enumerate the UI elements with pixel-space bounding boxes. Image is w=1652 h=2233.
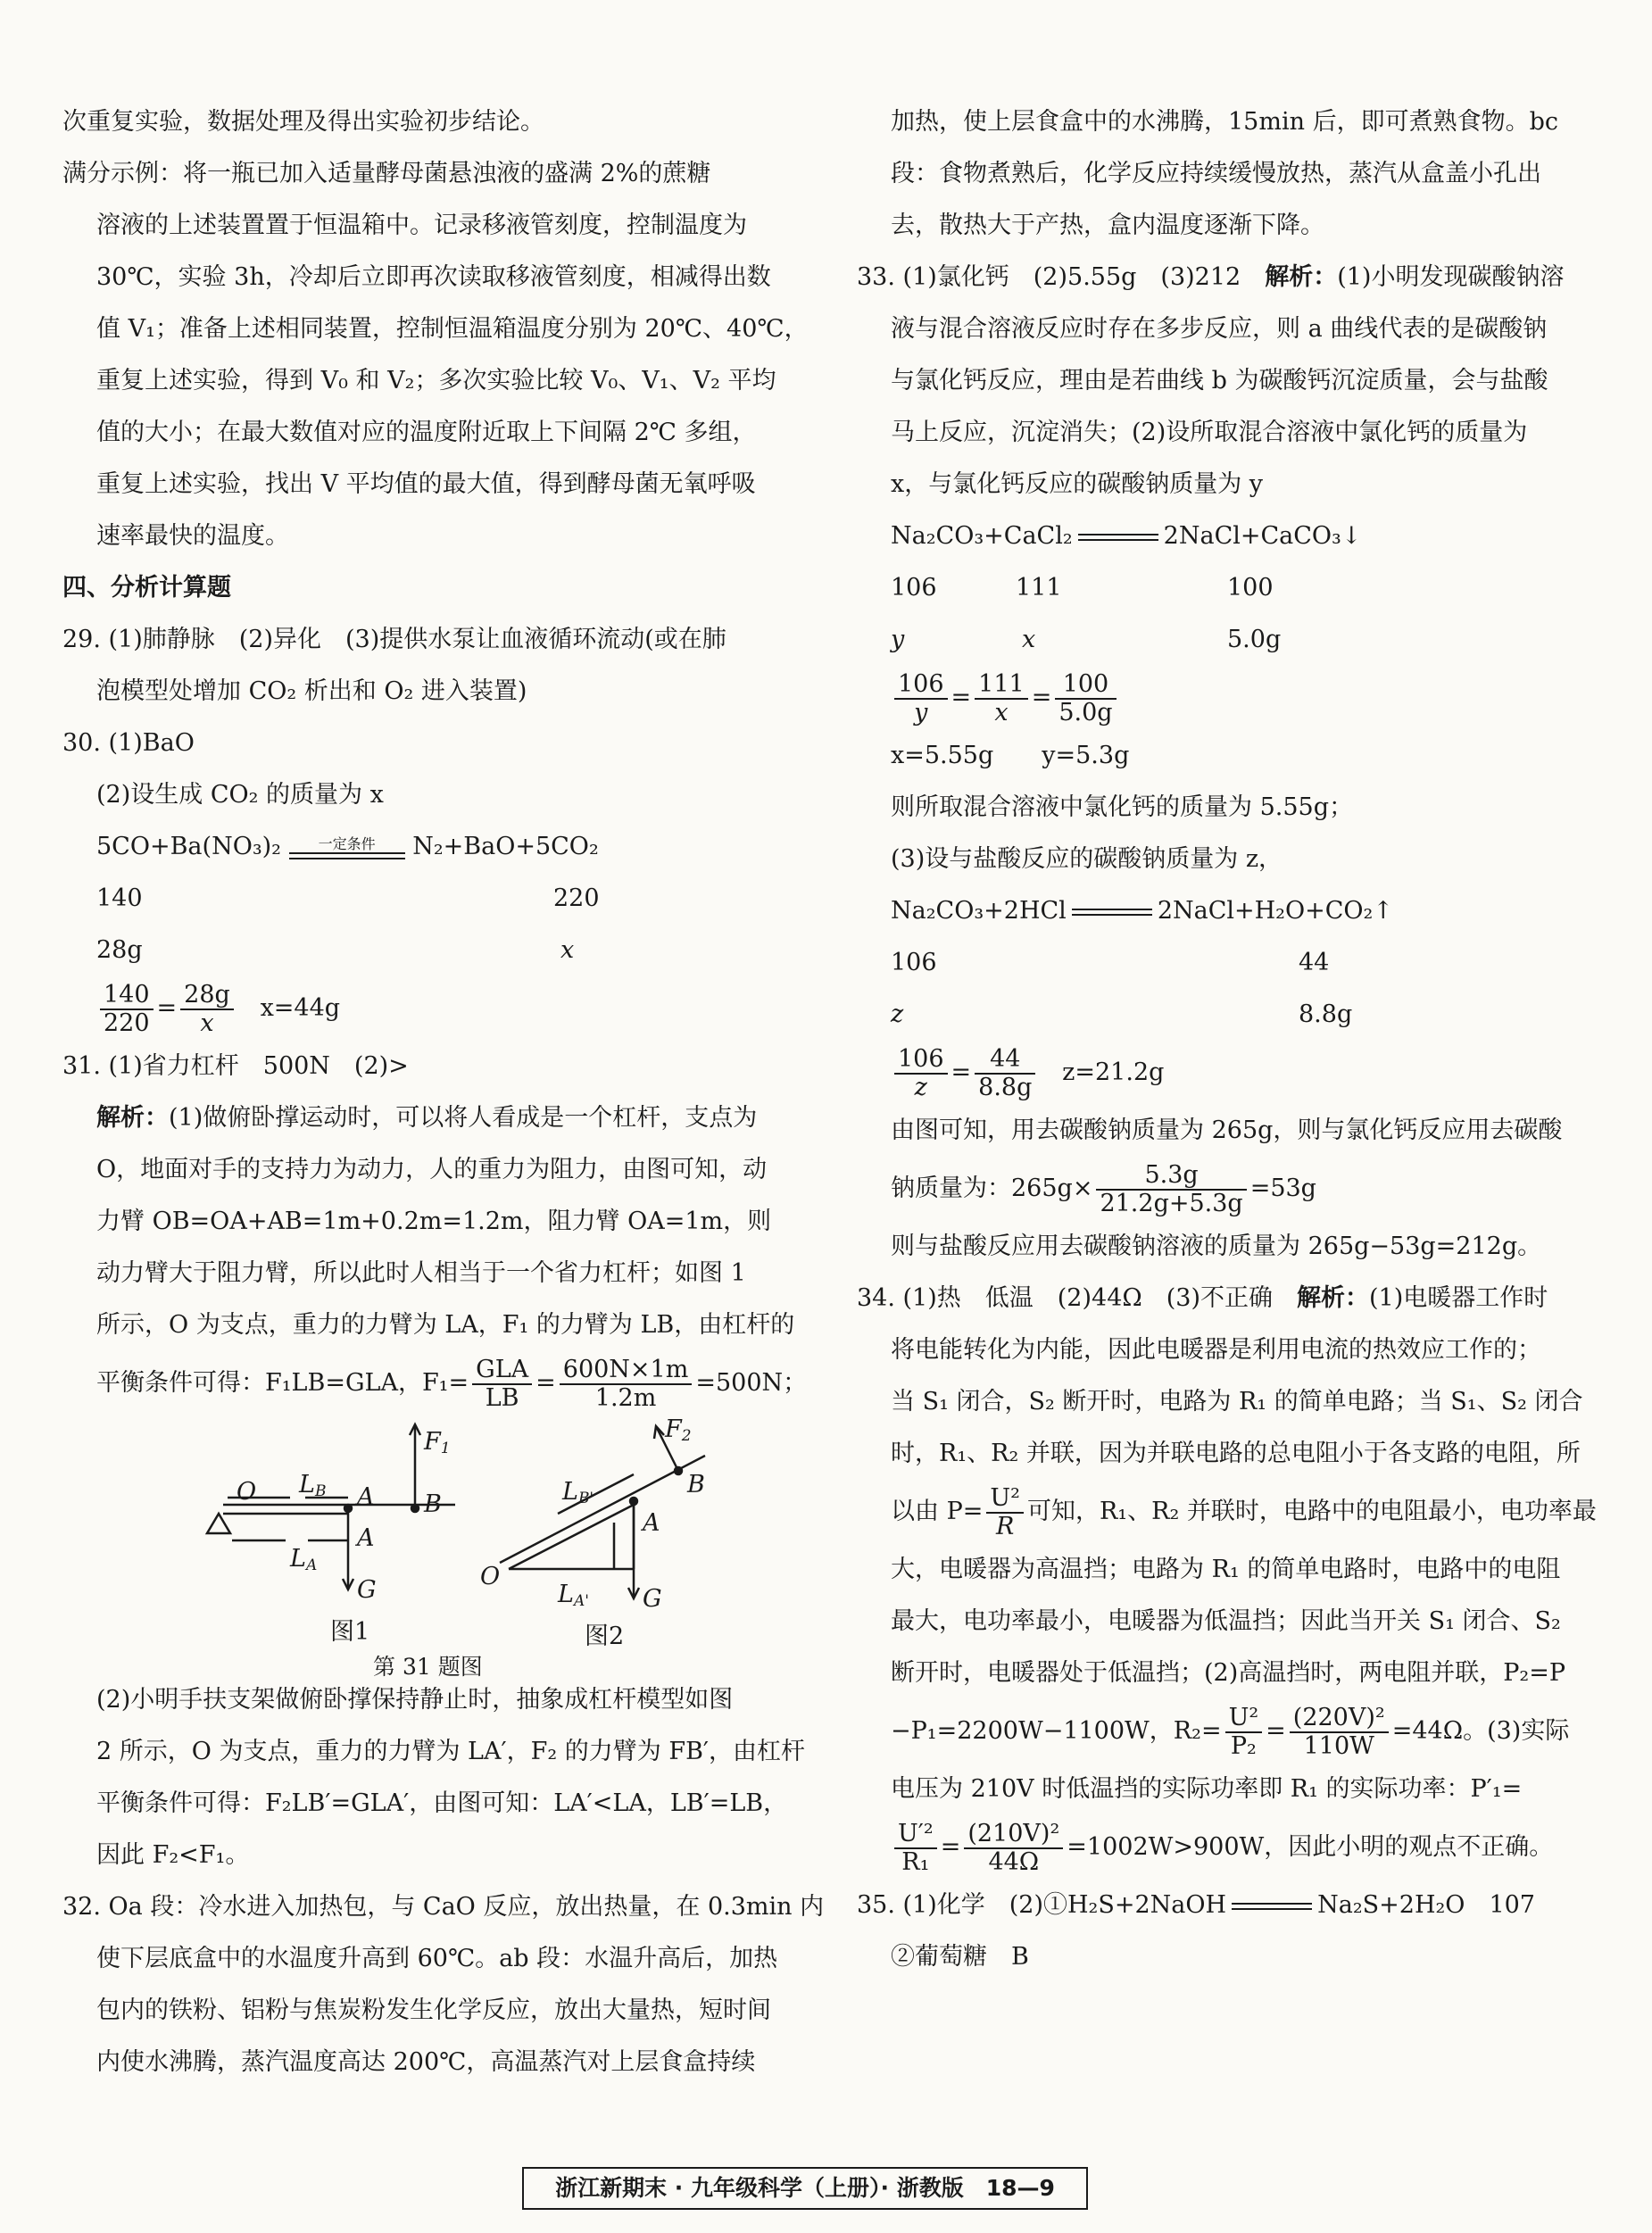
answer-31: 31. (1)省力杠杆 500N (2)> (62, 1052, 409, 1080)
text-line: 加热，使上层食盒中的水沸腾，15min 后，即可煮熟食物。bc (891, 108, 1558, 136)
fraction-line: $\frac{140}{220}$ = $\frac{28g}{x}$ x=44g (62, 976, 794, 1041)
text-line: (2)小明手扶支架做俯卧撑保持静止时，抽象成杠杆模型如图 (96, 1686, 734, 1714)
fraction-line: $\frac{106}{z}$ = $\frac{44}{8.8g}$ z=21.2g (857, 1041, 1590, 1105)
answer-30: 30. (1)BaO (62, 729, 195, 757)
text-line: 所示，O 为支点，重力的力臂为 LA，F₁ 的力臂为 LB，由杠杆的 (96, 1311, 795, 1339)
fulcrum-icon (207, 1514, 230, 1533)
text-line: 包内的铁粉、铝粉与焦炭粉发生化学反应，放出大量热，短时间 (96, 1996, 771, 2024)
text-line: 内使水沸腾，蒸汽温度高达 200℃，高温蒸汽对上层食盒持续 (96, 2048, 756, 2076)
text-line: 断开时，电暖器处于低温挡；(2)高温挡时，两电阻并联，P₂=P (891, 1659, 1566, 1687)
text-line: 溶液的上述装置置于恒温箱中。记录移液管刻度，控制温度为 (96, 212, 747, 239)
reaction-condition: 一定条件 (289, 836, 405, 859)
left-column (62, 96, 825, 2088)
equation-33-1: Na₂CO₃+CaCl₂ 2NaCl+CaCO₃↓ (891, 522, 1362, 550)
text-line: 动力臂大于阻力臂，所以此时人相当于一个省力杠杆；如图 1 (96, 1259, 746, 1287)
figure-caption: 第 31 题图 (373, 1654, 483, 1680)
text-line: 重复上述实验，找出 V 平均值的最大值，得到酵母菌无氧呼吸 (96, 470, 756, 498)
text-line: ②葡萄糖 B (891, 1943, 1029, 1971)
text-line: 最大，电功率最小，电暖器为低温挡；因此当开关 S₁ 闭合、S₂ (891, 1607, 1561, 1635)
fraction-line: $\frac{\text{U′²}}{\text{R₁}}$ = $\frac{\text{(210V)²}}{44\Omega}$ =1002W>900W，因此小明的观点不正确。 (857, 1815, 1590, 1880)
answer-33: 33. (1)氯化钙 (2)5.55g (3)212 解析：(1)小明发现碳酸钠溶 (857, 263, 1565, 291)
text-line: 因此 F₂<F₁。 (96, 1841, 250, 1869)
text-line: 力臂 OB=OA+AB=1m+0.2m=1.2m，阻力臂 OA=1m，则 (96, 1208, 772, 1235)
fraction-line: 以由 P= $\frac{\text{U²}}{R}$ 可知，R₁、R₂ 并联时，电路中的电阻最小，电功率最 (891, 1483, 1597, 1540)
text-line: 则与盐酸反应用去碳酸钠溶液的质量为 265g−53g=212g。 (891, 1233, 1542, 1260)
lever-figure: O $L_B$ A A B $F_1$ $L_A$ G 图1 O $L_{B'}$ A B $F_2$ $L_{A'}$ G 图2 第 31 题图 (62, 1415, 794, 1674)
text-line: x=5.55g y=5.3g (891, 742, 1130, 769)
text-line: 满分示例：将一瓶已加入适量酵母菌悬浊液的盛满 2%的蔗糖 (62, 160, 711, 187)
text-line: O，地面对手的支持力为动力，人的重力为阻力，由图可知，动 (96, 1156, 768, 1183)
text-line: 使下层底盒中的水温度升高到 60℃。ab 段：水温升高后，加热 (96, 1945, 778, 1972)
text-line: 去，散热大于产热，盒内温度逐渐下降。 (891, 212, 1324, 239)
stoich-row: 140 220 (96, 884, 600, 912)
equation-33-2: Na₂CO₃+2HCl 2NaCl+H₂O+CO₂↑ (891, 897, 1393, 925)
stoich-row: z 8.8g (891, 1000, 1353, 1028)
text-line: 由图可知，用去碳酸钠质量为 265g，则与氯化钙反应用去碳酸 (891, 1116, 1563, 1144)
fig2-label: 图2 (585, 1623, 625, 1650)
text-line: 值的大小；在最大数值对应的温度附近取上下间隔 2℃ 多组， (96, 419, 757, 446)
text-line: 速率最快的温度。 (96, 522, 289, 550)
answer-35: 35. (1)化学 (2)①H₂S+2NaOH Na₂S+2H₂O 107 (857, 1891, 1535, 1919)
text-line: 马上反应，沉淀消失；(2)设所取混合溶液中氯化钙的质量为 (891, 419, 1528, 446)
text-line: 时，R₁、R₂ 并联，因为并联电路的总电阻小于各支路的电阻，所 (891, 1440, 1581, 1467)
fraction-line: −P₁=2200W−1100W，R₂= $\frac{\text{U²}}{\text{P₂}}$ = $\frac{\text{(220V)²}}{110W}$ =44Ω。(3)实际 (891, 1703, 1570, 1760)
stoich-row: 106 111 100 (891, 574, 1274, 602)
text-line: 液与混合溶液反应时存在多步反应，则 a 曲线代表的是碳酸钠 (891, 315, 1548, 343)
text-line: (2)设生成 CO₂ 的质量为 x (96, 781, 384, 809)
fraction-line: $\frac{106}{y}$ = $\frac{111}{x}$ = $\frac{100}{5.0g}$ (857, 666, 1590, 730)
stoich-row: 28g x (96, 936, 575, 964)
text-line: 当 S₁ 闭合，S₂ 断开时，电路为 R₁ 的简单电路；当 S₁、S₂ 闭合 (891, 1388, 1583, 1415)
answer-29: 29. (1)肺静脉 (2)异化 (3)提供水泵让血液循环流动(或在肺 (62, 626, 726, 653)
page-footer: 浙江新期末 · 九年级科学（上册）· 浙教版 18—9 (522, 2167, 1088, 2210)
fig1-label: 图1 (330, 1618, 370, 1646)
text-line: 次重复实验，数据处理及得出实验初步结论。 (62, 108, 544, 136)
text-line: 段：食物煮熟后，化学反应持续缓慢放热，蒸汽从盒盖小孔出 (891, 160, 1541, 187)
text-line: 解析：(1)做俯卧撑运动时，可以将人看成是一个杠杆，支点为 (96, 1104, 758, 1132)
text-line: 30℃，实验 3h，冷却后立即再次读取移液管刻度，相减得出数 (96, 263, 771, 291)
stoich-row: y x 5.0g (891, 626, 1282, 653)
fraction-line: 平衡条件可得：F₁LB=GLA，F₁= $\frac{\text{GLA}}{LB}$ = $\frac{600N\times 1m}{1.2m}$ =500N； (96, 1355, 808, 1412)
text-line: 平衡条件可得：F₂LB′=GLA′，由图可知：LA′<LA，LB′=LB， (96, 1789, 788, 1817)
right-column (857, 96, 1597, 1983)
text-line: 则所取混合溶液中氯化钙的质量为 5.55g； (891, 793, 1353, 821)
text-line: 大，电暖器为高温挡；电路为 R₁ 的简单电路时，电路中的电阻 (891, 1556, 1561, 1583)
fraction-line: 钠质量为：265g× $\frac{5.3g}{21.2g+5.3g}$ =53g (891, 1160, 1316, 1217)
text-line: 电压为 210V 时低温挡的实际功率即 R₁ 的实际功率：P′₁= (891, 1775, 1523, 1803)
text-line: 将电能转化为内能，因此电暖器是利用电流的热效应工作的； (891, 1336, 1541, 1364)
stoich-row: 106 44 (891, 949, 1330, 976)
answer-32: 32. Oa 段：冷水进入加热包，与 CaO 反应，放出热量，在 0.3min 内 (62, 1893, 825, 1921)
section-heading: 四、分析计算题 (62, 574, 231, 602)
text-line: 与氯化钙反应，理由是若曲线 b 为碳酸钙沉淀质量，会与盐酸 (891, 367, 1548, 394)
text-line: 泡模型处增加 CO₂ 析出和 O₂ 进入装置) (96, 677, 527, 705)
text-line: x，与氯化钙反应的碳酸钠质量为 y (891, 470, 1264, 498)
text-line: (3)设与盐酸反应的碳酸钠质量为 z， (891, 845, 1283, 873)
text-line: 重复上述实验，得到 V₀ 和 V₂；多次实验比较 V₀、V₁、V₂ 平均 (96, 367, 776, 394)
answer-34: 34. (1)热 低温 (2)44Ω (3)不正确 解析：(1)电暖器工作时 (857, 1284, 1548, 1312)
equation-30: 5CO+Ba(NO₃)₂ 一定条件 N₂+BaO+5CO₂ (96, 833, 599, 860)
text-line: 2 所示，O 为支点，重力的力臂为 LA′，F₂ 的力臂为 FB′，由杠杆 (96, 1738, 806, 1765)
text-line: 值 V₁；准备上述相同装置，控制恒温箱温度分别为 20℃、40℃， (96, 315, 809, 343)
